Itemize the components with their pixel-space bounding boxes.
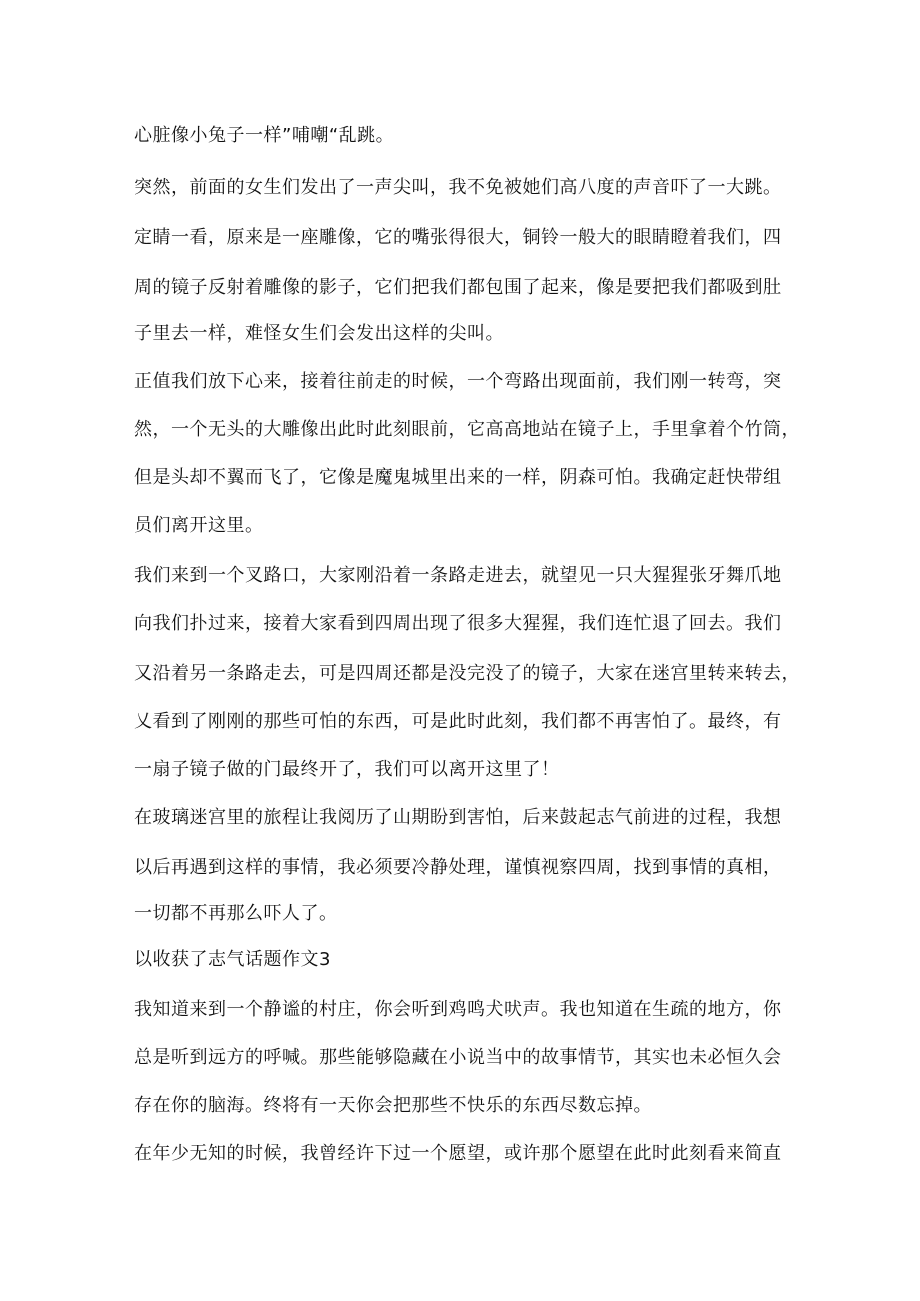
- text-line: 存在你的脑海。终将有一天你会把那些不快乐的东西尽数忘掉。: [134, 1095, 652, 1116]
- text-line: 心脏像小兔子一样”哺嘲“乱跳。: [134, 125, 395, 146]
- text-line: 在玻璃迷宫里的旅程让我阅历了山期盼到害怕，后来鼓起志气前进的过程，我想: [134, 807, 782, 828]
- text-line: 子里去一样，难怪女生们会发出这样的尖叫。: [134, 323, 504, 344]
- text-line: 向我们扑过来，接着大家看到四周出现了很多大猩猩，我们连忙退了回去。我们: [134, 613, 782, 634]
- text-line: 正值我们放下心来，接着往前走的时候，一个弯路出现面前，我们刚一转弯，突: [134, 371, 782, 392]
- section-heading: 以收获了志气话题作文3: [134, 949, 331, 970]
- text-line: 我知道来到一个静谧的村庄，你会听到鸡鸣犬吠声。我也知道在生疏的地方，你: [134, 999, 782, 1020]
- text-line: 一切都不再那么吓人了。: [134, 903, 338, 924]
- text-line: 员们离开这里。: [134, 515, 264, 536]
- text-line: 又沿着另一条路走去，可是四周还都是没完没了的镜子，大家在迷宫里转来转去，: [134, 663, 800, 684]
- text-line: 一扇子镜子做的门最终开了，我们可以离开这里了！: [134, 759, 560, 780]
- text-line: 乂看到了刚刚的那些可怕的东西，可是此时此刻，我们都不再害怕了。最终，有: [134, 711, 782, 732]
- text-line: 突然，前面的女生们发出了一声尖叫，我不免被她们高八度的声音吓了一大跳。: [134, 177, 782, 198]
- text-line: 定睛一看，原来是一座雕像，它的嘴张得很大，铜铃一般大的眼睛瞪着我们，四: [134, 227, 782, 248]
- text-line: 但是头却不翼而飞了，它像是魔鬼城里出来的一样，阴森可怕。我确定赶快带组: [134, 467, 782, 488]
- text-line: 以后再遇到这样的事情，我必须要冷静处理，谨慎视察四周，找到事情的真相，: [134, 857, 782, 878]
- text-line: 在年少无知的时候，我曾经许下过一个愿望，或许那个愿望在此时此刻看来简直: [134, 1143, 782, 1164]
- text-line: 然，一个无头的大雕像出此时此刻眼前，它高高地站在镜子上，手里拿着个竹筒，: [134, 419, 800, 440]
- text-line: 周的镜子反射着雕像的影子，它们把我们都包围了起来，像是要把我们都吸到肚: [134, 277, 782, 298]
- text-line: 我们来到一个叉路口，大家刚沿着一条路走进去，就望见一只大猩猩张牙舞爪地: [134, 565, 782, 586]
- text-line: 总是听到远方的呼喊。那些能够隐藏在小说当中的故事情节，其实也未必恒久会: [134, 1047, 782, 1068]
